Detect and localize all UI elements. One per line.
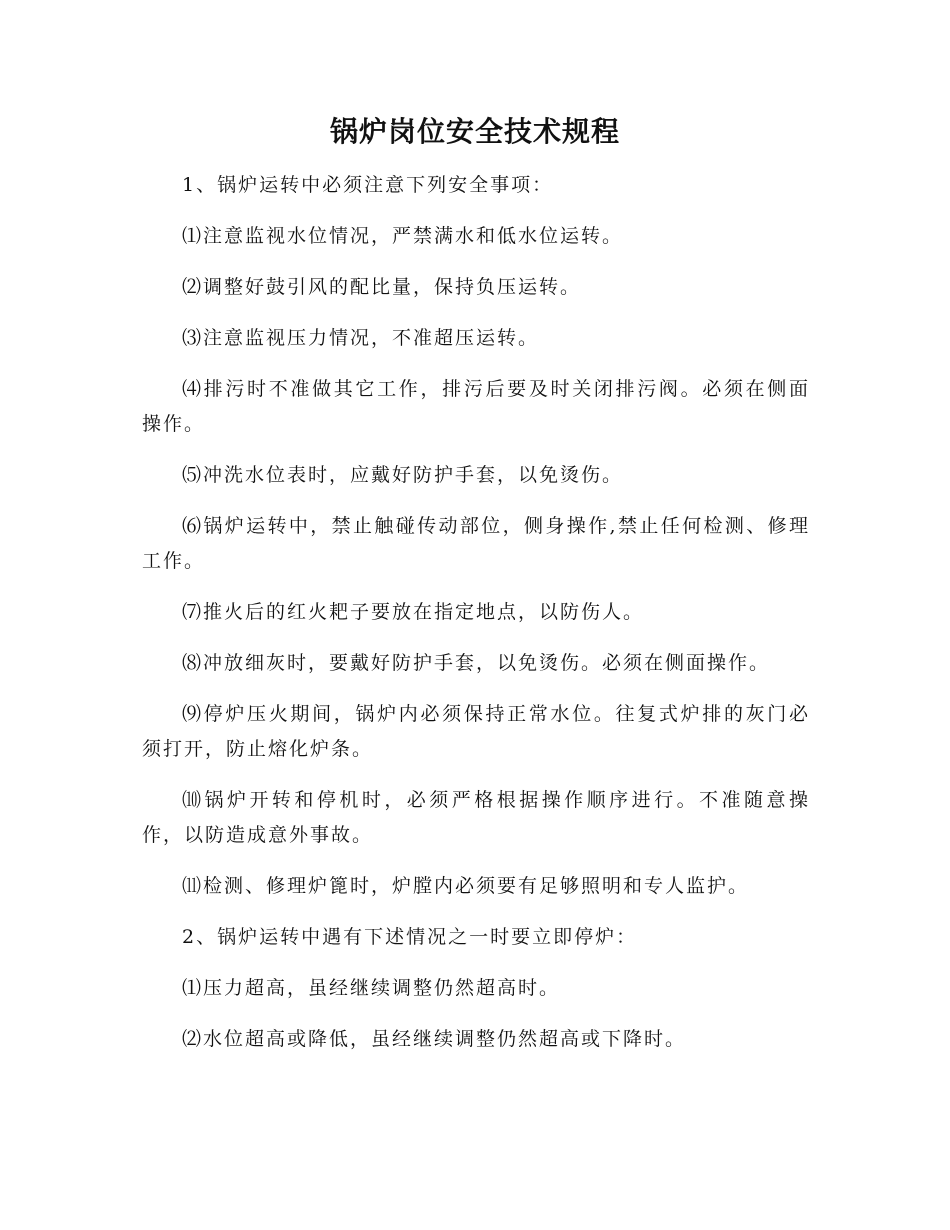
paragraph: ⑵调整好鼓引风的配比量，保持负压运转。 — [182, 276, 582, 298]
paragraph: ⑻冲放细灰时，要戴好防护手套，以免烫伤。必须在侧面操作。 — [182, 652, 771, 674]
paragraph: 1、锅炉运转中必须注意下列安全事项： — [182, 174, 554, 196]
paragraph: ⑽锅炉开转和停机时，必须严格根据操作顺序进行。不准随意操作，以防造成意外事故。 — [142, 789, 810, 846]
paragraph: ⑸冲洗水位表时，应戴好防护手套，以免烫伤。 — [182, 464, 624, 486]
paragraph: ⑺推火后的红火耙子要放在指定地点，以防伤人。 — [182, 601, 645, 623]
document-body — [142, 168, 810, 1073]
paragraph: ⑴压力超高，虽经继续调整仍然超高时。 — [182, 977, 561, 999]
paragraph: ⑶注意监视压力情况，不准超压运转。 — [182, 327, 540, 349]
paragraph: 2、锅炉运转中遇有下述情况之一时要立即停炉： — [182, 926, 638, 948]
paragraph: ⑵水位超高或降低，虽经继续调整仍然超高或下降时。 — [182, 1028, 687, 1050]
paragraph: ⑹锅炉运转中，禁止触碰传动部位，侧身操作,禁止任何检测、修理工作。 — [142, 515, 810, 572]
paragraph: ⑾检测、修理炉篦时，炉膛内必须要有足够照明和专人监护。 — [182, 875, 750, 897]
document-title: 锅炉岗位安全技术规程 — [329, 115, 620, 148]
paragraph: ⑼停炉压火期间，锅炉内必须保持正常水位。往复式炉排的灰门必须打开，防止熔化炉条。 — [142, 703, 810, 760]
paragraph: ⑷排污时不准做其它工作，排污后要及时关闭排污阀。必须在侧面操作。 — [142, 378, 810, 435]
paragraph: ⑴注意监视水位情况，严禁满水和低水位运转。 — [182, 225, 624, 247]
